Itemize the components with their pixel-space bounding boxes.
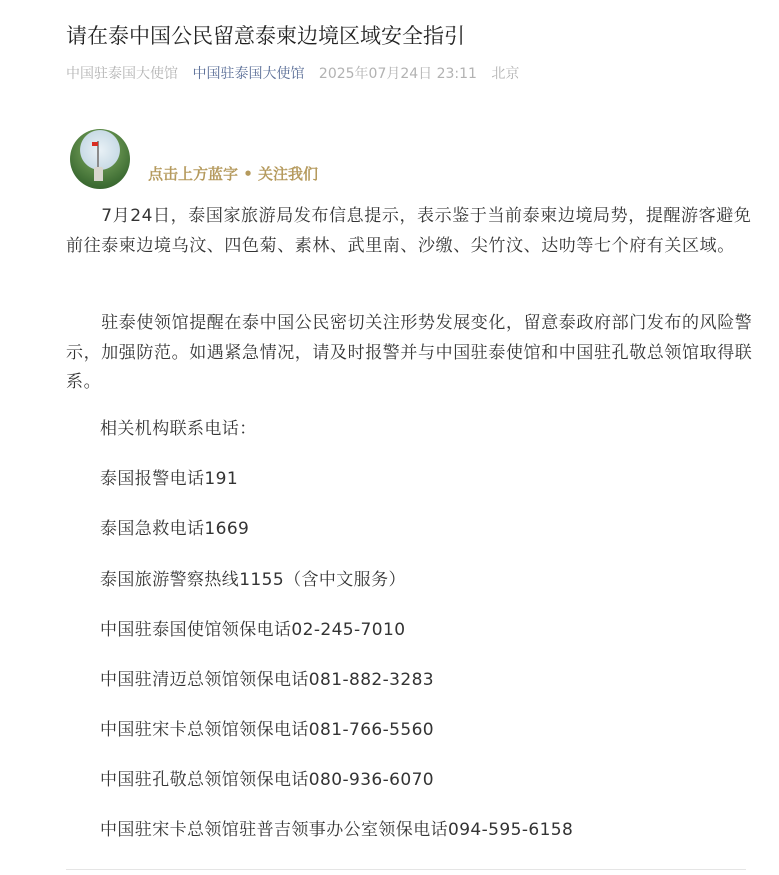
contact-line: 中国驻宋卡总领馆驻普吉领事办公室领保电话094-595-6158 <box>100 820 574 840</box>
publish-time: 2025年07月24日 23:11 <box>318 66 477 82</box>
article-meta <box>66 64 529 84</box>
paragraph-embassy-reminder: 驻泰使领馆提醒在泰中国公民密切关注形势发展变化，留意泰政府部门发布的风险警示，加强防范。如遇紧急情况，请及时报警并与中国驻泰使馆和中国驻孔敬总领馆取得联系。 <box>66 313 753 392</box>
account-avatar-flag-icon[interactable] <box>70 129 130 189</box>
publish-location: 北京 <box>491 66 520 82</box>
paragraph-tourism-notice: 7月24日，泰国家旅游局发布信息提示，表示鉴于当前泰柬边境局势，提醒游客避免前往泰柬边境乌汶、四色菊、素林、武里南、沙缴、尖竹汶、达叻等七个府有关区域。 <box>66 206 752 256</box>
contact-line: 中国驻宋卡总领馆领保电话081-766-5560 <box>100 720 435 740</box>
contact-line: 泰国旅游警察热线1155（含中文服务） <box>100 570 406 590</box>
contacts-heading: 相关机构联系电话： <box>100 419 257 439</box>
author-name: 中国驻泰国大使馆 <box>66 66 178 82</box>
monument-shape <box>94 167 103 181</box>
contact-line: 泰国报警电话191 <box>100 469 239 489</box>
flag-shape <box>92 142 98 146</box>
account-name-link[interactable]: 中国驻泰国大使馆 <box>192 66 305 82</box>
contact-line: 中国驻孔敬总领馆领保电话080-936-6070 <box>100 770 435 790</box>
article-title: 请在泰中国公民留意泰柬边境区域安全指引 <box>66 24 465 48</box>
bottom-divider <box>66 869 746 870</box>
contact-line: 中国驻泰国使馆领保电话02-245-7010 <box>100 620 406 640</box>
contact-line: 中国驻清迈总领馆领保电话081-882-3283 <box>100 670 435 690</box>
follow-tip-text: 点击上方蓝字 • 关注我们 <box>148 165 319 183</box>
contact-line: 泰国急救电话1669 <box>100 519 250 539</box>
